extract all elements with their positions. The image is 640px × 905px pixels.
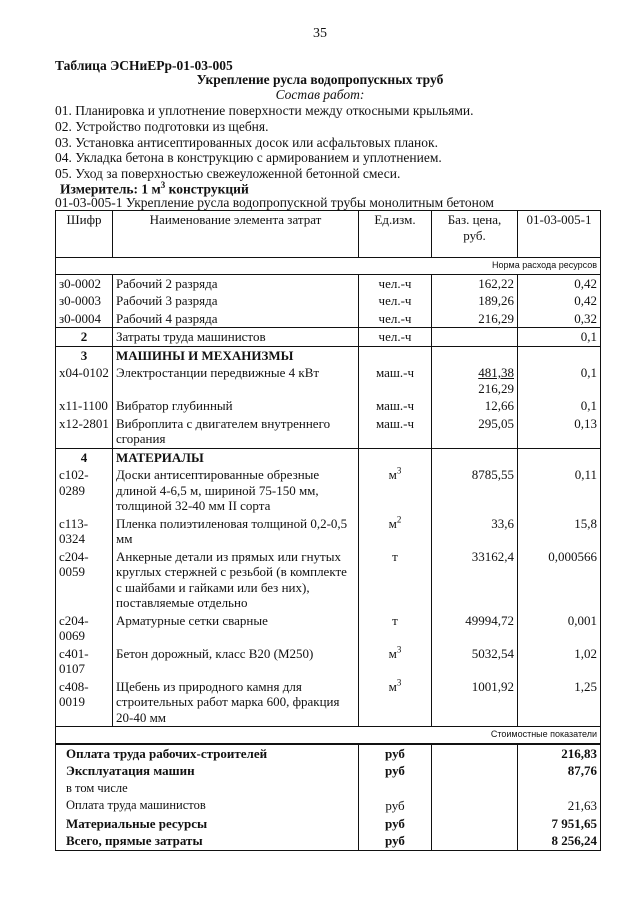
header-code: Шифр: [56, 211, 113, 258]
table-row: [56, 328, 601, 347]
summary-body: [56, 744, 601, 851]
summary-name: Оплата труда рабочих-строителей: [56, 744, 359, 763]
cell-code: с204-0069: [56, 612, 113, 645]
works-list: [55, 103, 474, 182]
table-name: Таблица ЭСНиЕРр-01-03-005: [55, 58, 233, 73]
cell-price: 8785,55: [471, 467, 514, 482]
table-row: [56, 364, 601, 397]
cell-price: 162,22: [432, 274, 518, 292]
summary-row: [56, 815, 601, 833]
cell-price: 5032,54: [471, 645, 514, 661]
cell-code: с401-0107: [56, 645, 113, 678]
cell-price: [432, 346, 518, 364]
work-item: 01. Планировка и уплотнение поверхности между откосными крыльями.: [55, 103, 474, 118]
cell-code: з0-0002: [56, 274, 113, 292]
header-norm: 01-03-005-1: [518, 211, 601, 258]
summary-empty: [432, 815, 518, 833]
cell-price: 33,6: [491, 515, 514, 531]
table-row: [56, 678, 601, 727]
cell-price: 33162,4: [471, 548, 514, 564]
cell-norm: 0,1: [518, 328, 601, 347]
cell-name: Рабочий 4 разряда: [113, 310, 359, 328]
cell-unit: чел.-ч: [359, 274, 432, 292]
cell-norm: 0,32: [518, 310, 601, 328]
summary-empty: [432, 762, 518, 780]
summary-row: [56, 832, 601, 850]
table-body: [56, 274, 601, 727]
header-unit: Ед.изм.: [359, 211, 432, 258]
measure-unit: Измеритель: 1 $м^3$ конструкций: [60, 180, 249, 197]
table-row: [56, 292, 601, 310]
cell-name: Рабочий 2 разряда: [113, 274, 359, 292]
cell-name: Вибратор глубинный: [113, 397, 359, 415]
summary-value: 216,83: [518, 744, 601, 763]
header-name: Наименование элемента затрат: [113, 211, 359, 258]
cell-name: МАТЕРИАЛЫ: [113, 448, 359, 466]
cell-name: Рабочий 3 разряда: [113, 292, 359, 310]
summary-value: 7 951,65: [518, 815, 601, 833]
table-row: [56, 612, 601, 645]
table-row: [56, 515, 601, 548]
work-item: 04. Укладка бетона в конструкцию с армированием и уплотнением.: [55, 150, 442, 166]
table-row: [56, 397, 601, 415]
cell-code: 2: [56, 328, 113, 347]
cell-code: з0-0003: [56, 292, 113, 310]
cell-norm: 0,001: [518, 612, 601, 645]
cell-norm: 15,8: [518, 515, 601, 548]
cell-norm: 0,1: [518, 364, 601, 397]
cell-unit: маш.-ч: [359, 415, 432, 449]
summary-empty: [432, 744, 518, 763]
cell-code: с204-0059: [56, 548, 113, 612]
summary-name: Всего, прямые затраты: [56, 832, 359, 850]
summary-value: 8 256,24: [518, 832, 601, 850]
table-row: [56, 448, 601, 466]
cell-norm: 0,13: [518, 415, 601, 449]
cell-unit: маш.-ч: [359, 397, 432, 415]
cell-price: 189,26: [478, 293, 514, 308]
cell-unit: т: [359, 548, 432, 612]
cell-name: Пленка полиэтиленовая толщиной 0,2-0,5 мм: [113, 515, 359, 548]
cell-code: 3: [56, 346, 113, 364]
cell-code: с408-0019: [56, 678, 113, 727]
summary-name: Эксплуатация машин: [56, 762, 359, 780]
cell-code: х12-2801: [56, 415, 113, 449]
cell-unit: $м^3$: [359, 645, 432, 678]
cell-name: Щебень из природного камня для строительных работ марка 600, фракция 20-40 мм: [113, 678, 359, 727]
cell-price: 216,29: [478, 310, 514, 326]
summary-row: [56, 780, 601, 798]
summary-unit: руб: [359, 744, 432, 763]
summary-row: [56, 797, 601, 815]
cell-name: Арматурные сетки сварные: [113, 612, 359, 645]
summary-row: [56, 762, 601, 780]
table-row: [56, 346, 601, 364]
summary-unit: руб: [359, 815, 432, 833]
cell-code: х04-0102: [56, 364, 113, 397]
summary-empty: [432, 832, 518, 850]
table-row: [56, 645, 601, 678]
summary-unit: руб: [359, 832, 432, 850]
summary-name: в том числе: [56, 780, 359, 798]
cell-code: х11-1100: [56, 397, 113, 415]
cell-norm: 0,1: [518, 397, 601, 415]
summary-empty: [432, 780, 518, 798]
cell-unit: [359, 346, 432, 364]
cost-caption: Стоимостные показатели: [56, 727, 601, 744]
cell-unit: чел.-ч: [359, 310, 432, 328]
summary-empty: [432, 797, 518, 815]
cell-name: Виброплита с двигателем внутреннего сгорания: [113, 415, 359, 449]
header-price: Баз. цена, руб.: [432, 211, 518, 258]
cell-code: с102-0289: [56, 466, 113, 515]
cell-unit: маш.-ч: [359, 364, 432, 397]
work-item: 03. Установка антисептированных досок или асфальтовых планок.: [55, 134, 438, 150]
cell-norm: [518, 448, 601, 466]
work-item: 02. Устройство подготовки из щебня.: [55, 118, 269, 134]
works-heading: Состав работ:: [275, 87, 365, 102]
summary-name: Материальные ресурсы: [56, 815, 359, 833]
table-row: [56, 310, 601, 328]
cell-code: с113-0324: [56, 515, 113, 548]
table-row: [56, 466, 601, 515]
cell-name: Бетон дорожный, класс В20 (М250): [113, 645, 359, 678]
table-title: Укрепление русла водопропускных труб: [196, 72, 444, 87]
cell-price: [432, 328, 518, 347]
cell-price: 1001,92: [432, 678, 518, 727]
cell-unit: чел.-ч: [359, 292, 432, 310]
cell-norm: 0,11: [518, 466, 601, 515]
cell-code: 4: [56, 448, 113, 466]
cell-unit: $м^3$: [359, 678, 432, 727]
table-row: [56, 274, 601, 292]
table-row: [56, 548, 601, 612]
cell-unit: чел.-ч: [359, 328, 432, 347]
cell-name: Затраты труда машинистов: [113, 328, 359, 347]
summary-unit: [359, 780, 432, 798]
summary-unit: руб: [359, 797, 432, 815]
resource-table: [55, 210, 601, 851]
cell-unit: [359, 448, 432, 466]
table-row: [56, 415, 601, 449]
cell-name: Доски антисептированные обрезные длиной 4-6,5 м, шириной 75-150 мм, толщиной 32-40 мм II сорта: [113, 466, 359, 515]
cell-unit: $м^2$: [359, 515, 432, 548]
cell-norm: 1,25: [518, 678, 601, 727]
cell-unit: т: [359, 612, 432, 645]
cell-price: [432, 448, 518, 466]
cell-norm: 1,02: [518, 645, 601, 678]
cell-unit: $м^3$: [359, 466, 432, 515]
summary-value: [518, 780, 601, 798]
cell-name: Анкерные детали из прямых или гнутых круглых стержней с резьбой (в комплекте с шайбами и гайками или без них), поставляемые отдельно: [113, 548, 359, 612]
cell-name: МАШИНЫ И МЕХАНИЗМЫ: [113, 346, 359, 364]
cell-price: 295,05: [478, 415, 514, 431]
summary-value: 87,76: [518, 762, 601, 780]
cell-price: 481,38 216,29: [478, 365, 514, 396]
summary-unit: руб: [359, 762, 432, 780]
cell-code: з0-0004: [56, 310, 113, 328]
summary-row: [56, 744, 601, 763]
cell-norm: [518, 346, 601, 364]
work-item: 05. Уход за поверхностью свежеуложенной бетонной смеси.: [55, 166, 401, 182]
cell-norm: 0,000566: [518, 548, 601, 612]
summary-value: 21,63: [518, 797, 601, 815]
page-number: 35: [313, 26, 327, 41]
cell-norm: 0,42: [518, 274, 601, 292]
norm-caption: Норма расхода ресурсов: [56, 258, 601, 275]
cell-name: Электростанции передвижные 4 кВт: [113, 364, 359, 397]
table-header: [56, 211, 601, 258]
cell-norm: 0,42: [518, 292, 601, 310]
norm-subtitle: 01-03-005-1 Укрепление русла водопропускной трубы монолитным бетоном: [55, 195, 494, 210]
cell-price: 49994,72: [465, 612, 514, 628]
summary-name: Оплата труда машинистов: [56, 797, 359, 815]
cell-price: 12,66: [484, 398, 514, 413]
